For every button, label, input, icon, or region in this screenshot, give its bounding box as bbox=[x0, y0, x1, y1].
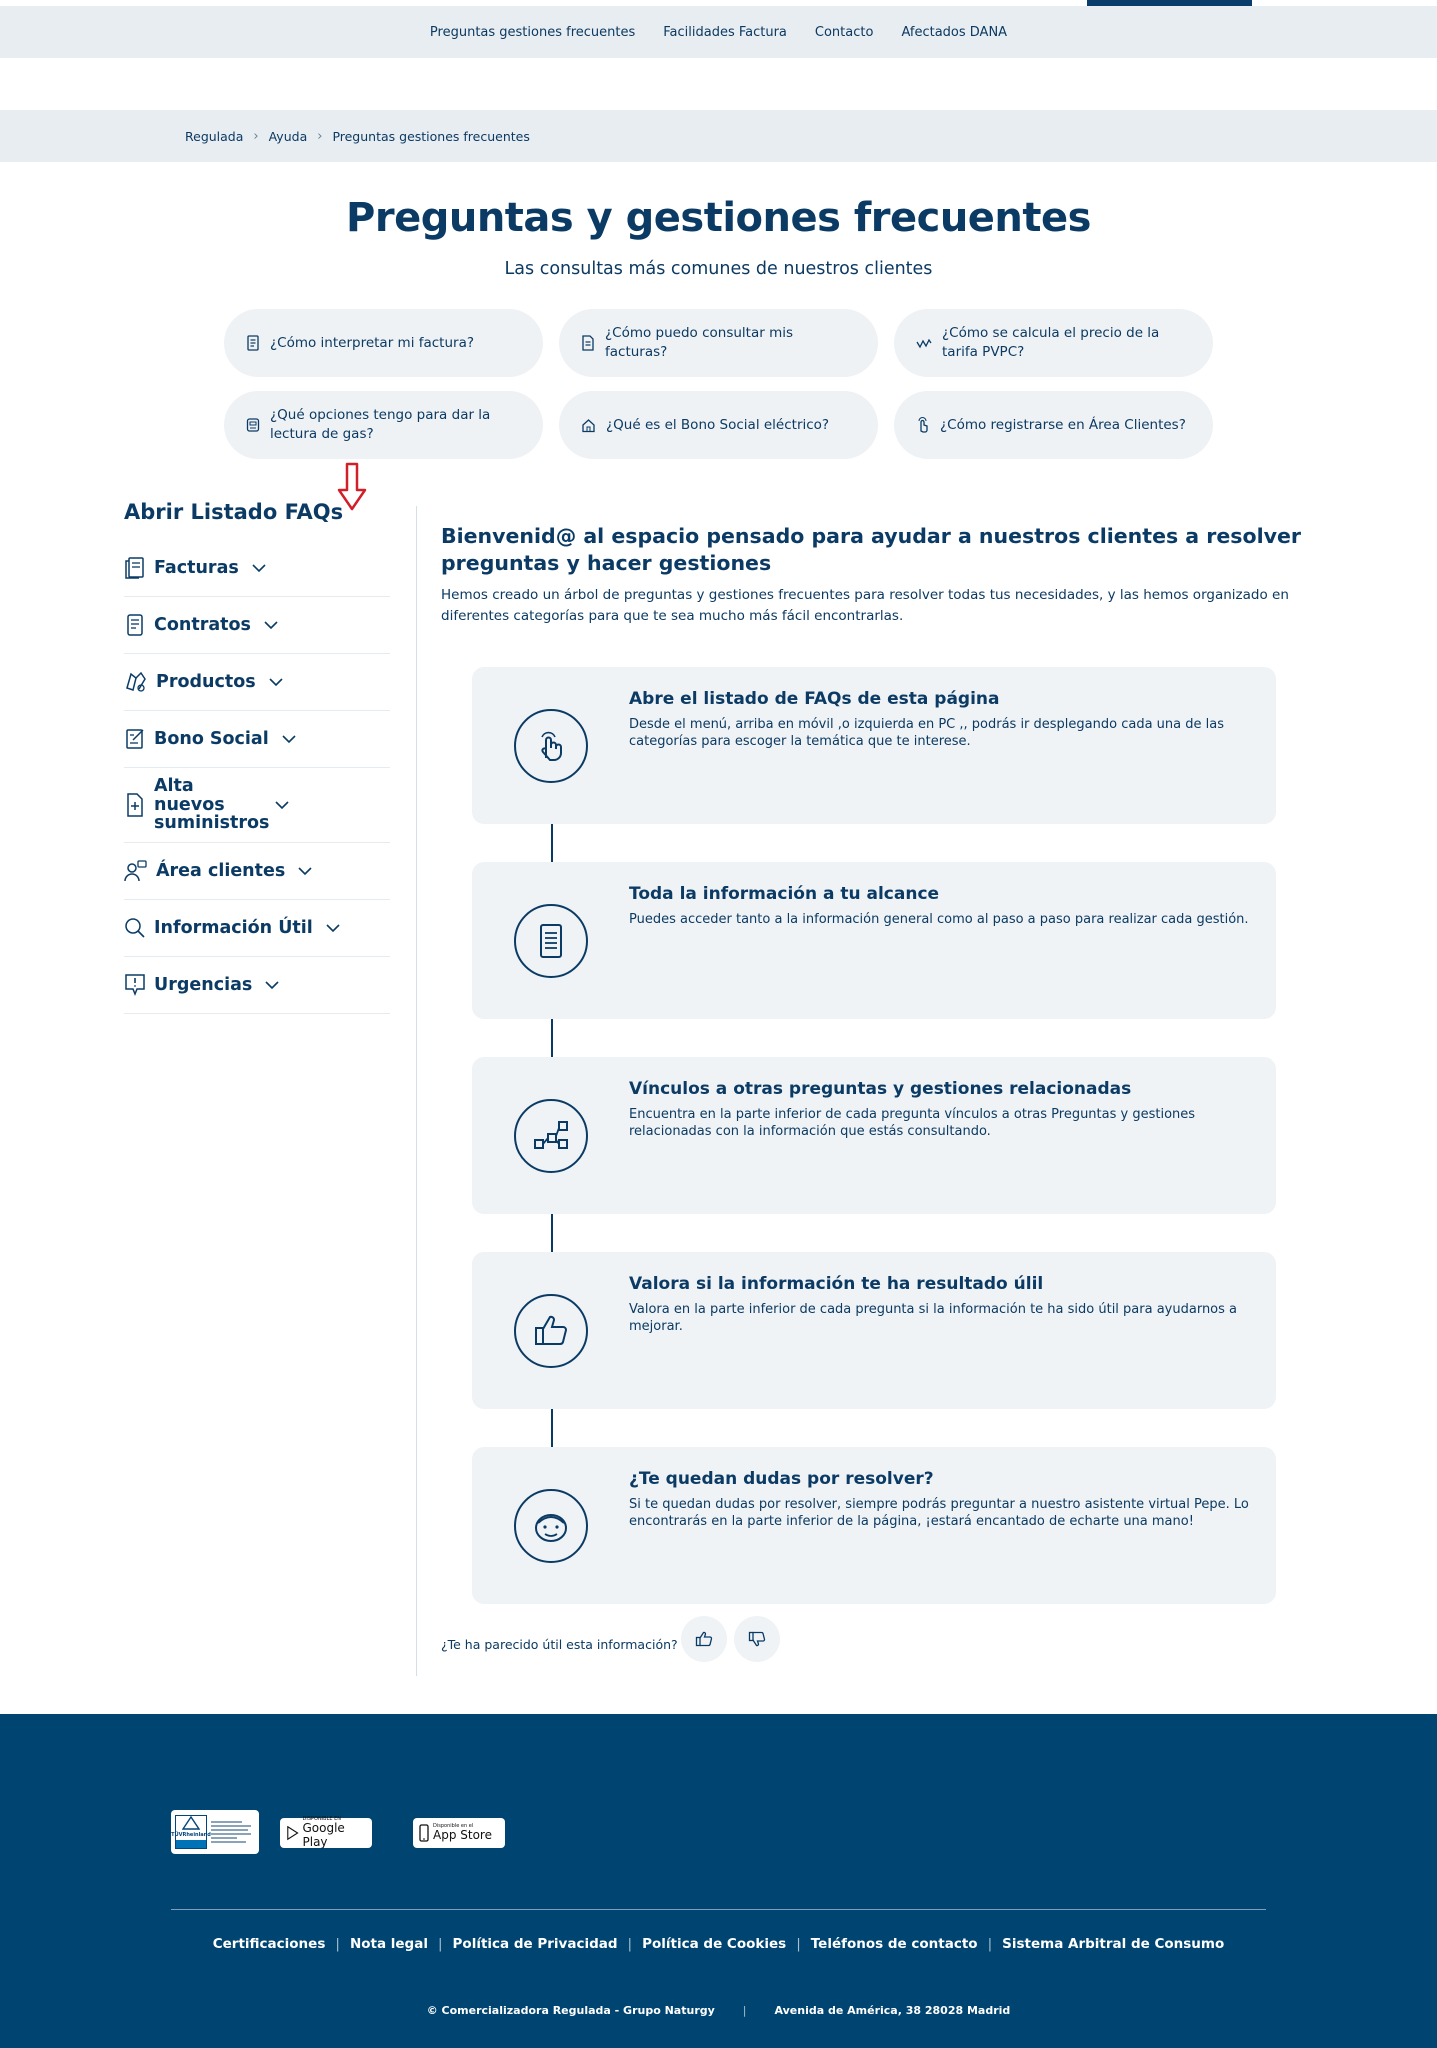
app-store-small: Disponible en el bbox=[433, 1822, 474, 1829]
step-text: Puedes acceder tanto a la información general como al paso a paso para realizar cada gestión. bbox=[629, 912, 1249, 927]
sidebar-item-label: Área clientes bbox=[156, 860, 286, 881]
chevron-down-icon bbox=[297, 866, 313, 876]
step-text: Si te quedan dudas por resolver, siempre podrás preguntar a nuestro asistente virtual Pepe. Lo encontrarás en la parte inferior de la página, ¡estará encantado de echarte una mano! bbox=[629, 1497, 1249, 1529]
sidebar-item-urgencias[interactable] bbox=[124, 957, 390, 1014]
step-connector bbox=[551, 824, 553, 862]
step-card bbox=[472, 1447, 1276, 1604]
footer-link-certificaciones[interactable]: Certificaciones bbox=[212, 1936, 326, 1952]
step-text: Valora en la parte inferior de cada pregunta si la información te ha sido útil para ayudarnos a mejorar. bbox=[629, 1302, 1238, 1334]
breadcrumb-current: Preguntas gestiones frecuentes bbox=[332, 128, 530, 144]
top-nav bbox=[0, 6, 1437, 58]
step-title: Toda la información a tu alcance bbox=[629, 884, 940, 904]
sidebar-item-label: Información Útil bbox=[154, 917, 313, 938]
google-play-label: Google Play bbox=[302, 1821, 345, 1849]
top-nav-faq[interactable]: Preguntas gestiones frecuentes bbox=[429, 24, 636, 40]
sidebar-item-productos[interactable] bbox=[124, 654, 390, 711]
footer-separator: | bbox=[796, 1936, 801, 1952]
thumbs-up-icon bbox=[514, 1294, 588, 1368]
step-card bbox=[472, 667, 1276, 824]
step-text: Encuentra en la parte inferior de cada pregunta vínculos a otras Preguntas y gestiones relacionadas con la información que estás consultando. bbox=[629, 1107, 1196, 1139]
thumbs-down-icon bbox=[748, 1630, 766, 1648]
quick-question-bono-social[interactable] bbox=[559, 391, 878, 459]
step-card bbox=[472, 862, 1276, 1019]
quick-question-pvpc[interactable] bbox=[894, 309, 1213, 377]
network-icon bbox=[514, 1099, 588, 1173]
social-bonus-icon bbox=[124, 727, 146, 751]
gas-meter-icon bbox=[246, 417, 260, 433]
pointer-hand-icon bbox=[514, 709, 588, 783]
step-connector bbox=[551, 1409, 553, 1447]
sidebar-item-bono-social[interactable] bbox=[124, 711, 390, 768]
sidebar-item-facturas[interactable] bbox=[124, 540, 390, 597]
chart-line-icon bbox=[916, 336, 932, 350]
intro-text: Hemos creado un árbol de preguntas y gestiones frecuentes para resolver todas tus necesidades, y las hemos organizado en diferentes categorías para que te sea mucho más fácil encontrarlas. bbox=[441, 587, 1289, 624]
breadcrumb-separator: › bbox=[253, 128, 259, 144]
address: Avenida de América, 38 28028 Madrid bbox=[774, 2004, 1011, 2017]
footer-link-cookies[interactable]: Política de Cookies bbox=[642, 1936, 787, 1952]
chevron-down-icon bbox=[268, 677, 284, 687]
sidebar-item-area-clientes[interactable] bbox=[124, 843, 390, 900]
quick-questions bbox=[224, 309, 1214, 459]
feedback-yes-button[interactable] bbox=[681, 1616, 727, 1662]
footer-divider bbox=[171, 1909, 1266, 1910]
tuv-certification-badge[interactable] bbox=[171, 1810, 259, 1854]
invoices-icon bbox=[124, 556, 146, 580]
footer-separator: | bbox=[335, 1936, 340, 1952]
footer-separator: | bbox=[742, 2004, 747, 2017]
sidebar-item-label: Urgencias bbox=[154, 974, 253, 995]
footer-separator: | bbox=[987, 1936, 993, 1952]
chevron-down-icon bbox=[274, 800, 290, 810]
top-nav-dana[interactable]: Afectados DANA bbox=[901, 24, 1008, 40]
quick-question-consultar-facturas[interactable] bbox=[559, 309, 878, 377]
thumbs-up-icon bbox=[695, 1630, 713, 1648]
emergency-icon bbox=[124, 973, 146, 997]
footer-links bbox=[0, 1936, 1437, 1952]
sidebar-item-label: Alta nuevos suministros bbox=[154, 776, 270, 834]
quick-question-lectura-gas[interactable] bbox=[224, 391, 543, 459]
sidebar-item-alta-nuevos-suministros[interactable] bbox=[124, 768, 390, 843]
quick-question-label: ¿Cómo interpretar mi factura? bbox=[270, 334, 475, 351]
sidebar-item-label: Productos bbox=[156, 671, 256, 692]
phone-icon bbox=[419, 1824, 429, 1842]
chevron-down-icon bbox=[325, 923, 341, 933]
list-document-icon bbox=[514, 904, 588, 978]
breadcrumb bbox=[185, 110, 530, 162]
breadcrumb-ayuda[interactable]: Ayuda bbox=[268, 128, 308, 144]
customer-area-icon bbox=[124, 859, 148, 883]
assistant-face-icon bbox=[514, 1489, 588, 1563]
step-title: Abre el listado de FAQs de esta página bbox=[629, 689, 1000, 709]
quick-question-label: ¿Cómo registrarse en Área Clientes? bbox=[940, 416, 1186, 433]
footer-bottom bbox=[0, 2004, 1437, 2017]
new-supply-icon bbox=[124, 792, 146, 818]
page-title: Preguntas y gestiones frecuentes bbox=[346, 195, 1091, 241]
step-title: Valora si la información te ha resultado úlil bbox=[629, 1274, 1044, 1294]
app-store-badge[interactable] bbox=[413, 1818, 505, 1848]
app-store-label: App Store bbox=[433, 1827, 492, 1842]
chevron-down-icon bbox=[263, 620, 279, 630]
quick-question-label: ¿Qué opciones tengo para dar la lectura de gas? bbox=[270, 407, 491, 442]
quick-question-label: ¿Cómo puedo consultar mis facturas? bbox=[605, 325, 794, 360]
footer-separator: | bbox=[627, 1936, 633, 1952]
step-card bbox=[472, 1057, 1276, 1214]
tuv-label: TÜVRheinland bbox=[171, 1832, 211, 1838]
feedback-no-button[interactable] bbox=[734, 1616, 780, 1662]
quick-question-label: ¿Qué es el Bono Social eléctrico? bbox=[606, 416, 830, 433]
footer-link-telefonos[interactable]: Teléfonos de contacto bbox=[810, 1936, 978, 1952]
footer-link-sistema-arbitral[interactable]: Sistema Arbitral de Consumo bbox=[1002, 1936, 1225, 1952]
footer-separator: | bbox=[437, 1936, 443, 1952]
breadcrumb-regulada[interactable]: Regulada bbox=[185, 128, 244, 144]
chevron-down-icon bbox=[264, 980, 280, 990]
top-nav-contacto[interactable]: Contacto bbox=[814, 24, 874, 40]
products-icon bbox=[124, 670, 148, 694]
quick-question-label: ¿Cómo se calcula el precio de la tarifa PVPC? bbox=[942, 325, 1160, 360]
sidebar-item-label: Contratos bbox=[154, 614, 251, 635]
google-play-small: DISPONIBLE EN bbox=[302, 1816, 342, 1823]
step-title: ¿Te quedan dudas por resolver? bbox=[629, 1469, 934, 1489]
contract-icon bbox=[124, 613, 146, 637]
home-icon bbox=[581, 418, 596, 433]
document-icon bbox=[581, 335, 595, 351]
chevron-down-icon bbox=[281, 734, 297, 744]
footer bbox=[0, 1714, 1437, 2048]
breadcrumb-bar bbox=[0, 110, 1437, 162]
top-nav-facilidades[interactable]: Facilidades Factura bbox=[663, 24, 787, 40]
content-divider bbox=[416, 506, 417, 1676]
intro-title: Bienvenid@ al espacio pensado para ayudar a nuestros clientes a resolver preguntas y hacer gestiones bbox=[441, 524, 1301, 575]
footer-link-nota-legal[interactable]: Nota legal bbox=[349, 1936, 428, 1952]
sidebar-item-informacion-util[interactable] bbox=[124, 900, 390, 957]
step-text: Desde el menú, arriba en móvil ,o izquierda en PC ,, podrás ir desplegando cada una de las categorías para escoger la temática que te interese. bbox=[629, 717, 1224, 749]
quick-question-factura[interactable] bbox=[224, 309, 543, 377]
feedback-question: ¿Te ha parecido útil esta información? bbox=[441, 1637, 678, 1652]
quick-question-area-clientes[interactable] bbox=[894, 391, 1213, 459]
chevron-down-icon bbox=[251, 563, 267, 573]
copyright: © Comercializadora Regulada - Grupo Naturgy bbox=[426, 2004, 715, 2017]
receipt-icon bbox=[246, 335, 260, 351]
sidebar-item-label: Facturas bbox=[154, 557, 239, 578]
step-card bbox=[472, 1252, 1276, 1409]
step-connector bbox=[551, 1019, 553, 1057]
faq-sidebar bbox=[124, 500, 390, 1014]
breadcrumb-separator: › bbox=[317, 128, 323, 144]
footer-link-privacidad[interactable]: Política de Privacidad bbox=[452, 1936, 618, 1952]
google-play-badge[interactable] bbox=[280, 1818, 372, 1848]
sidebar-item-label: Bono Social bbox=[154, 728, 269, 749]
tuv-logo bbox=[171, 1815, 211, 1849]
click-icon bbox=[916, 417, 930, 433]
step-title: Vínculos a otras preguntas y gestiones relacionadas bbox=[629, 1079, 1132, 1099]
step-connector bbox=[551, 1214, 553, 1252]
search-icon bbox=[124, 917, 146, 939]
sidebar-item-contratos[interactable] bbox=[124, 597, 390, 654]
page-subtitle: Las consultas más comunes de nuestros clientes bbox=[504, 259, 933, 279]
sidebar-title: Abrir Listado FAQs bbox=[124, 500, 344, 524]
tuv-certificate-text bbox=[211, 1821, 255, 1843]
google-play-icon bbox=[286, 1825, 299, 1841]
